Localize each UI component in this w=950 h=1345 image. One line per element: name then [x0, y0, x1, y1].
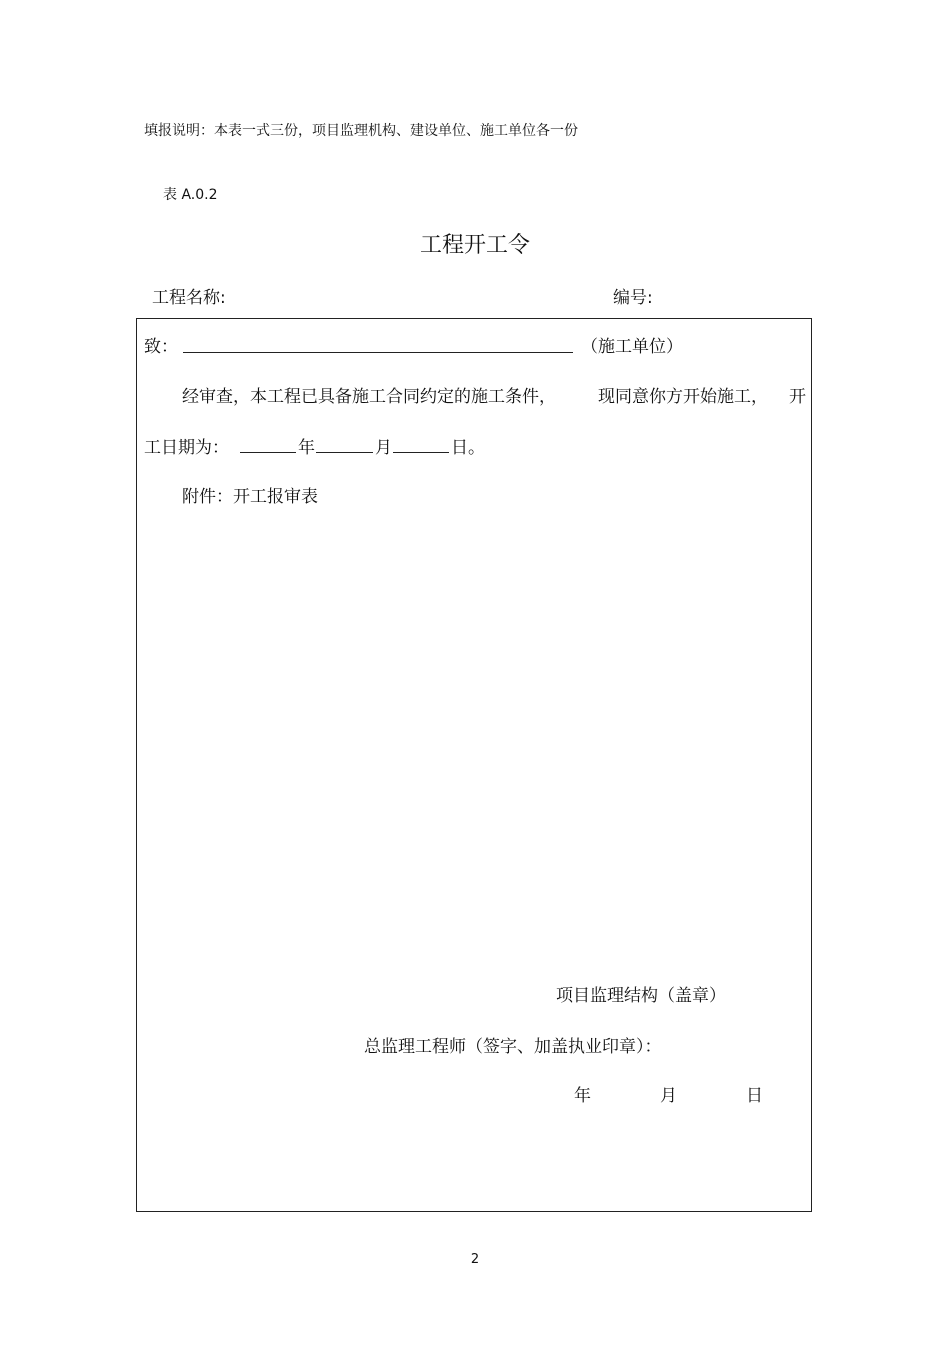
page-number: 2: [470, 1252, 480, 1267]
sign-date-day: 日: [746, 1086, 763, 1106]
start-date-label: 工日期为：: [144, 438, 229, 458]
sign-date-month: 月: [660, 1086, 677, 1106]
project-name-label: 工程名称:: [152, 288, 226, 308]
supervision-org-seal: 项目监理结构（盖章）: [556, 986, 726, 1006]
chief-engineer-signature: 总监理工程师（签字、加盖执业印章）：: [364, 1037, 662, 1057]
start-month-unit: 月: [375, 438, 392, 458]
body-text-line1-end: 开: [789, 387, 806, 407]
start-day-blank[interactable]: [393, 452, 449, 453]
fill-instructions: 填报说明：本表一式三份，项目监理机构、建设单位、施工单位各一份: [144, 123, 578, 139]
start-year-blank[interactable]: [240, 452, 296, 453]
table-number: 表 A.0.2: [163, 187, 218, 203]
body-text-line1: 经审查，本工程已具备施工合同约定的施工条件，: [182, 387, 556, 407]
start-year-unit: 年: [298, 438, 315, 458]
recipient-blank-line[interactable]: [183, 352, 573, 353]
attachment-text: 附件：开工报审表: [182, 487, 318, 507]
page-title: 工程开工令: [419, 233, 530, 258]
serial-number-label: 编号:: [613, 288, 653, 308]
body-text-line1-right: 现同意你方开始施工，: [598, 387, 768, 407]
recipient-label: 致：: [144, 337, 178, 357]
start-month-blank[interactable]: [316, 452, 373, 453]
recipient-suffix: （施工单位）: [581, 337, 683, 357]
start-day-unit: 日。: [451, 438, 485, 458]
sign-date-year: 年: [574, 1086, 591, 1106]
